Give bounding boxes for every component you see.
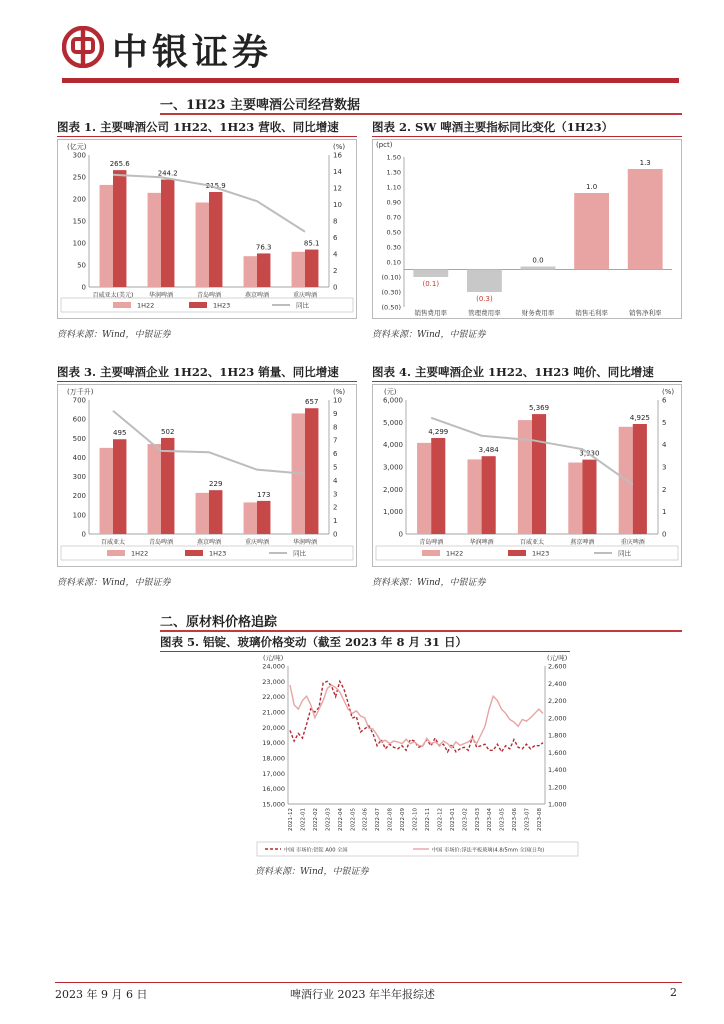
x-tick-label: 销售毛利率 <box>575 309 608 317</box>
y-tick-label: 700 <box>72 396 86 405</box>
bar <box>113 170 126 287</box>
left-axis-unit: (pct) <box>376 141 393 149</box>
x-tick-label: 百威亚太 <box>100 539 126 546</box>
x-tick-label: 2022-08 <box>387 808 394 831</box>
sw-beer-indicator-bar-chart <box>372 139 682 319</box>
figure-title: 图表 1. 主要啤酒公司 1H22、1H23 营收、同比增速 <box>57 120 339 134</box>
source-note: 资料来源：Wind，中银证券 <box>255 867 369 877</box>
figure-title-underline <box>57 136 357 137</box>
y2-tick-label: 2,000 <box>548 714 567 723</box>
x-tick-label: 华润啤酒 <box>148 292 174 299</box>
bar-data-label: 495 <box>113 429 127 438</box>
y-tick-label: 0.30 <box>386 243 401 252</box>
figure-title-underline <box>57 381 357 382</box>
left-axis-unit: (元) <box>384 388 397 396</box>
y-tick-label: 2,000 <box>382 485 403 494</box>
section-divider <box>160 113 682 115</box>
footer-divider <box>55 982 682 983</box>
legend-swatch <box>113 302 131 308</box>
bar <box>148 193 161 287</box>
figure-title: 图表 3. 主要啤酒企业 1H22、1H23 销量、同比增速 <box>57 365 339 379</box>
y-tick-label: 200 <box>72 492 86 501</box>
y2-tick-label: 3 <box>333 490 338 499</box>
bar <box>431 438 445 534</box>
bar-data-label: 85.1 <box>303 239 320 248</box>
bar <box>100 185 113 287</box>
bar-data-label: 5,369 <box>529 404 550 413</box>
x-tick-label: 管理费用率 <box>468 309 501 317</box>
x-tick-label: 销售费用率 <box>414 309 448 317</box>
legend-label: 1H23 <box>532 549 550 558</box>
y-tick-label: 50 <box>77 261 86 270</box>
bar <box>209 192 222 287</box>
trend-line <box>113 411 305 474</box>
aluminum-glass-price-line-chart <box>255 652 580 857</box>
x-tick-label: 2023-05 <box>499 808 506 831</box>
left-axis-unit: (亿元) <box>67 143 87 151</box>
y-tick-label: (0.50) <box>381 303 401 312</box>
x-tick-label: 2022-05 <box>350 808 357 831</box>
bar <box>292 252 305 287</box>
right-axis-unit: (%) <box>662 388 675 396</box>
y-tick-label: 1.30 <box>386 168 401 177</box>
y2-tick-label: 1,400 <box>548 766 567 774</box>
y-tick-label: 6,000 <box>382 396 403 405</box>
y2-tick-label: 4 <box>333 250 338 259</box>
x-tick-label: 2022-12 <box>437 808 444 831</box>
y2-tick-label: 10 <box>333 396 342 405</box>
y-tick-label: 400 <box>72 453 86 462</box>
y-tick-label: 600 <box>72 415 86 424</box>
legend-swatch <box>107 550 125 556</box>
bar <box>417 443 431 534</box>
x-tick-label: 2022-02 <box>312 808 319 831</box>
y2-tick-label: 2 <box>662 485 667 494</box>
bar <box>196 203 209 287</box>
y-tick-label: 16,000 <box>262 785 285 794</box>
bar <box>413 270 448 278</box>
x-tick-label: 青岛啤酒 <box>419 539 444 546</box>
bar-data-label: 215.9 <box>205 182 226 191</box>
bar-data-label: 244.2 <box>157 169 178 178</box>
y2-tick-label: 1 <box>662 508 667 517</box>
legend-swatch <box>185 550 203 556</box>
x-tick-label: 青岛啤酒 <box>196 292 222 299</box>
y2-tick-label: 3 <box>662 463 667 472</box>
legend-label: 中国 市场价:浮法平板玻璃(4.8/5mm 全国(日均) <box>432 847 545 854</box>
bar <box>628 169 663 270</box>
x-tick-label: 2022-03 <box>325 808 332 831</box>
bar <box>482 456 496 534</box>
y-tick-label: 0 <box>398 530 403 539</box>
x-tick-label: 燕京啤酒 <box>196 539 222 546</box>
x-tick-label: 2022-04 <box>337 808 344 831</box>
x-tick-label: 2023-03 <box>474 808 481 831</box>
x-tick-label: 华润啤酒 <box>469 539 494 546</box>
x-tick-label: 重庆啤酒 <box>620 539 645 546</box>
y2-tick-label: 2,200 <box>548 697 567 705</box>
figure-title: 图表 4. 主要啤酒企业 1H22、1H23 吨价、同比增速 <box>372 365 654 379</box>
bar <box>161 180 174 287</box>
bar <box>305 408 318 534</box>
bar <box>574 193 609 270</box>
y-tick-label: 0.70 <box>386 213 401 222</box>
y2-tick-label: 1,600 <box>548 748 567 757</box>
bar <box>257 253 270 287</box>
figure-title: 图表 5. 铝锭、玻璃价格变动（截至 2023 年 8 月 31 日） <box>160 635 468 649</box>
x-tick-label: 百威亚太 <box>519 539 545 546</box>
bank-of-china-logo-icon <box>62 26 104 68</box>
y2-tick-label: 6 <box>333 450 338 459</box>
y-tick-label: 3,000 <box>382 463 403 472</box>
left-axis-unit: (万千升) <box>67 388 94 396</box>
legend-label: 1H23 <box>209 549 227 558</box>
y2-tick-label: 1,200 <box>548 783 567 792</box>
bar-data-label: (0.1) <box>422 280 440 288</box>
legend-box <box>61 546 353 560</box>
y-tick-label: 1,000 <box>382 508 403 517</box>
x-tick-label: 销售净利率 <box>628 309 662 317</box>
y-tick-label: 4,000 <box>382 441 403 450</box>
y2-tick-label: 7 <box>333 436 338 445</box>
source-note: 资料来源：Wind，中银证券 <box>57 578 171 588</box>
y2-tick-label: 8 <box>333 423 338 432</box>
figure-title-underline <box>372 136 682 137</box>
bar <box>209 490 222 534</box>
right-axis-unit: (%) <box>333 388 346 396</box>
page-header <box>0 0 724 86</box>
brand-name: 中银证券 <box>112 31 273 73</box>
y-tick-label: 21,000 <box>262 708 285 717</box>
page-number: 2 <box>670 986 677 999</box>
x-tick-label: 2023-08 <box>537 808 543 831</box>
source-note: 资料来源：Wind，中银证券 <box>57 330 171 340</box>
y2-tick-label: 10 <box>333 201 342 209</box>
x-tick-label: 2022-06 <box>362 808 369 831</box>
y-tick-label: 18,000 <box>262 754 285 763</box>
y2-tick-label: 9 <box>333 409 338 418</box>
legend-label: 同比 <box>296 301 309 310</box>
y-tick-label: 0.50 <box>386 228 401 237</box>
y-tick-label: (0.30) <box>381 288 401 297</box>
x-tick-label: 重庆啤酒 <box>244 539 270 546</box>
x-tick-label: 青岛啤酒 <box>148 539 174 546</box>
bar <box>244 256 257 287</box>
y2-tick-label: 2,600 <box>548 662 567 671</box>
bar-data-label: 0.0 <box>532 256 544 265</box>
y2-tick-label: 14 <box>333 168 342 176</box>
x-tick-label: 2021-12 <box>288 808 294 831</box>
legend-label: 1H23 <box>213 301 231 310</box>
legend-box <box>376 546 678 560</box>
bar-data-label: (0.3) <box>476 295 493 303</box>
y-tick-label: 300 <box>72 151 86 160</box>
y2-tick-label: 4 <box>333 476 338 485</box>
y2-tick-label: 5 <box>662 418 667 427</box>
x-tick-label: 2023-04 <box>487 808 494 831</box>
y-tick-label: 1.50 <box>386 153 401 162</box>
y2-tick-label: 1,000 <box>548 800 567 809</box>
bar <box>305 250 318 287</box>
bar-data-label: 502 <box>161 427 175 436</box>
y-tick-label: 15,000 <box>262 800 285 809</box>
legend-label: 1H22 <box>137 301 155 310</box>
bar-data-label: 1.3 <box>639 159 651 167</box>
section-title: 一、1H23 主要啤酒公司经营数据 <box>160 98 360 113</box>
bar <box>467 270 502 293</box>
y2-tick-label: 2 <box>333 503 338 512</box>
x-tick-label: 2022-11 <box>424 808 431 831</box>
bar <box>521 267 556 270</box>
y2-tick-label: 5 <box>333 463 338 472</box>
y-tick-label: 500 <box>72 434 86 443</box>
bar <box>467 459 481 534</box>
x-tick-label: 百威亚太(美元) <box>92 292 134 299</box>
price-per-ton-bar-chart <box>372 384 682 567</box>
y-tick-label: 5,000 <box>382 418 403 427</box>
aluminum-price-line <box>290 681 543 752</box>
x-tick-label: 燕京啤酒 <box>570 539 595 546</box>
source-note: 资料来源：Wind，中银证券 <box>372 578 486 588</box>
bar-data-label: 3,330 <box>579 449 600 458</box>
x-tick-label: 2023-06 <box>512 808 519 831</box>
bar <box>113 439 126 534</box>
legend-label: 同比 <box>293 549 306 558</box>
y-tick-label: 100 <box>72 511 86 520</box>
bar <box>196 493 209 534</box>
source-note: 资料来源：Wind，中银证券 <box>372 330 486 340</box>
legend-label: 同比 <box>618 549 631 558</box>
y2-tick-label: 4 <box>662 441 667 450</box>
x-tick-label: 2022-07 <box>375 808 382 831</box>
bar-data-label: 229 <box>209 480 223 489</box>
y-tick-label: 23,000 <box>262 677 285 686</box>
legend-swatch <box>422 550 440 556</box>
bar-data-label: 76.3 <box>255 243 272 252</box>
y2-tick-label: 2,400 <box>548 679 567 688</box>
figure-title: 图表 2. SW 啤酒主要指标同比变化（1H23） <box>372 120 614 134</box>
y-tick-label: 250 <box>72 173 86 182</box>
y-tick-label: 0 <box>81 283 86 292</box>
y2-tick-label: 12 <box>333 184 342 193</box>
bar-data-label: 4,925 <box>629 414 650 423</box>
footer-doc-title: 啤酒行业 2023 年半年报综述 <box>290 988 435 1001</box>
y2-tick-label: 0 <box>662 530 667 539</box>
y2-tick-label: 0 <box>333 283 338 292</box>
x-tick-label: 2023-01 <box>449 808 456 831</box>
revenue-bar-chart <box>57 139 357 319</box>
right-axis-unit: (元/吨) <box>547 654 568 662</box>
y2-tick-label: 1 <box>333 517 338 526</box>
y-tick-label: 24,000 <box>262 662 285 671</box>
x-tick-label: 2022-01 <box>300 808 307 831</box>
y2-tick-label: 16 <box>333 151 342 160</box>
x-tick-label: 华润啤酒 <box>292 539 318 546</box>
legend-label: 1H22 <box>446 549 464 558</box>
bar <box>568 463 582 534</box>
header-divider <box>62 78 679 83</box>
bar <box>257 501 270 534</box>
y2-tick-label: 2 <box>333 267 338 275</box>
bar-data-label: 173 <box>257 490 271 499</box>
bar <box>633 424 647 534</box>
y2-tick-label: 8 <box>333 217 338 226</box>
y-tick-label: 19,000 <box>262 739 285 748</box>
section-divider <box>160 630 682 632</box>
bar <box>532 414 546 534</box>
volume-bar-chart <box>57 384 357 567</box>
bar <box>100 448 113 534</box>
x-tick-label: 2022-09 <box>400 808 407 831</box>
bar-data-label: 4,299 <box>428 427 449 436</box>
y-tick-label: 100 <box>72 239 86 248</box>
section-title: 二、原材料价格追踪 <box>160 615 278 630</box>
x-tick-label: 燕京啤酒 <box>244 292 270 299</box>
legend-swatch <box>189 302 207 308</box>
x-tick-label: 2023-07 <box>524 808 531 831</box>
bar-data-label: 1.0 <box>586 183 598 191</box>
bar <box>244 502 257 534</box>
y-tick-label: 22,000 <box>262 693 285 702</box>
y-tick-label: 0.10 <box>386 258 401 267</box>
legend-label: 中国 市场价:铝锭 A00 全国 <box>284 847 348 854</box>
y2-tick-label: 0 <box>333 530 338 539</box>
bar-data-label: 3,484 <box>478 446 499 455</box>
bar <box>148 444 161 534</box>
y-tick-label: 300 <box>72 473 86 482</box>
right-axis-unit: (%) <box>333 143 346 151</box>
bar <box>582 460 596 534</box>
y-tick-label: 200 <box>72 195 86 204</box>
y2-tick-label: 6 <box>333 234 338 242</box>
bar <box>161 438 174 534</box>
legend-swatch <box>508 550 526 556</box>
x-tick-label: 2022-10 <box>412 808 419 831</box>
y-tick-label: 17,000 <box>262 769 285 778</box>
y2-tick-label: 6 <box>662 396 667 405</box>
x-tick-label: 重庆啤酒 <box>292 292 318 299</box>
figure-title-underline <box>372 381 682 382</box>
y-tick-label: (0.10) <box>381 273 401 282</box>
legend-label: 1H22 <box>131 549 149 558</box>
y-tick-label: 0 <box>81 530 86 539</box>
y2-tick-label: 1,800 <box>548 731 567 740</box>
bar-data-label: 657 <box>305 398 319 407</box>
y-tick-label: 150 <box>72 217 86 226</box>
y-tick-label: 20,000 <box>262 723 285 732</box>
x-tick-label: 2023-02 <box>462 808 469 831</box>
bar <box>518 420 532 534</box>
x-tick-label: 财务费用率 <box>521 309 555 317</box>
bar-data-label: 265.6 <box>109 160 130 169</box>
y-tick-label: 1.10 <box>386 183 401 192</box>
footer-date: 2023 年 9 月 6 日 <box>55 988 148 1001</box>
y-tick-label: 0.90 <box>386 198 401 207</box>
left-axis-unit: (元/吨) <box>263 654 284 662</box>
glass-price-line <box>290 685 543 748</box>
